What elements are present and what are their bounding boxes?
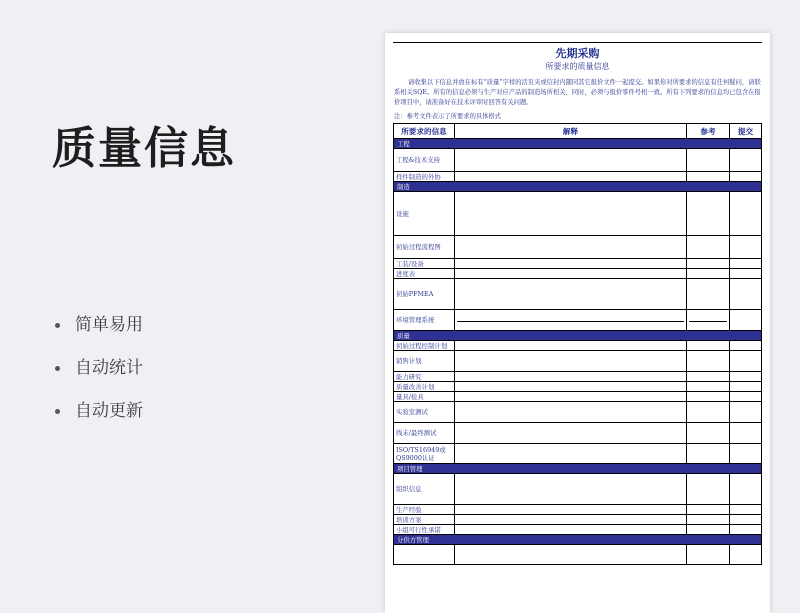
section-row-quality: 质量	[394, 331, 762, 341]
table-row: 实验室测试	[394, 402, 762, 423]
table-header-row	[394, 124, 762, 139]
quality-info-table	[393, 123, 762, 565]
table-row: 初始PFMEA	[394, 279, 762, 310]
section-row-supplier: 分供方管理	[394, 535, 762, 545]
header-required-info: 所要求的信息	[394, 124, 455, 139]
page-title: 质量信息	[52, 123, 236, 174]
table-row: 小组可行性承诺	[394, 525, 762, 535]
table-row: 初始过程控制计划	[394, 341, 762, 351]
section-row-project: 项目管理	[394, 464, 762, 474]
section-row-manufacturing: 制造	[394, 182, 762, 192]
table-row: 环境管理系统	[394, 310, 762, 331]
table-row: 样件制造的外协	[394, 172, 762, 182]
table-row: 设施	[394, 192, 762, 236]
header-explanation: 解释	[455, 124, 687, 139]
section-row-engineering: 工程	[394, 139, 762, 149]
table-row: 培训方案	[394, 515, 762, 525]
table-row: 进度表	[394, 269, 762, 279]
table-row: 线末/最终测试	[394, 423, 762, 444]
intro-paragraph: 请收集以下信息并放在标有“质量”字样的活页夹或信封内随同其它报价文件一起提交。如果你对所要求的信息有任何疑问，请联系相关SQE。所有的信息必须与生产对应产品的制造场所相关，同时，必须与报价零件号相一致。所有下列要求的信息均已包含在报价项目中，请准备好在技术评审时回答有关问题。	[394, 79, 761, 106]
table-row: 销售计划	[394, 351, 762, 372]
feature-item: 简单易用	[52, 311, 143, 354]
note-text: 注：参考文件表示了所要求的具体格式	[394, 113, 502, 120]
feature-item: 自动统计	[52, 354, 143, 397]
header-submit: 提交	[730, 124, 762, 139]
document-preview	[385, 33, 770, 613]
table-row: ISO/TS16949或QS9000认证	[394, 444, 762, 464]
table-row: 能力研究	[394, 372, 762, 382]
table-row: 质量改善计划	[394, 382, 762, 392]
header-rule	[393, 42, 762, 43]
header-reference: 参考	[687, 124, 730, 139]
feature-list	[52, 311, 143, 440]
feature-item: 自动更新	[52, 397, 143, 440]
table-row: 生产经验	[394, 505, 762, 515]
table-row	[394, 545, 762, 565]
table-row: 工装/设备	[394, 259, 762, 269]
document-subtitle: 所要求的质量信息	[545, 62, 610, 71]
table-row: 工程&技术支持	[394, 149, 762, 172]
document-title: 先期采购	[555, 47, 600, 60]
table-row: 量具/检具	[394, 392, 762, 402]
table-row: 组织信息	[394, 474, 762, 505]
table-row: 初始过程流程图	[394, 236, 762, 259]
